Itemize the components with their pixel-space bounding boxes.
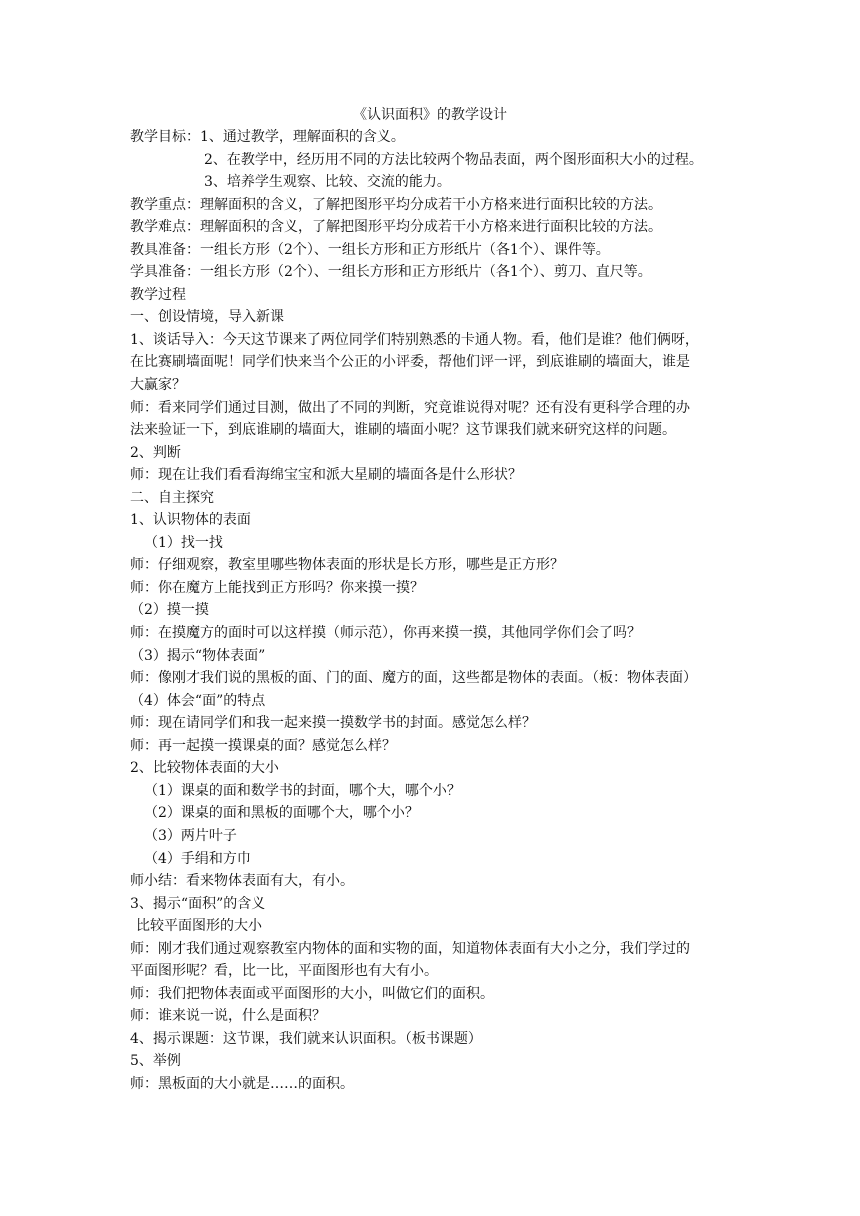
sub-step: （1）找一找 xyxy=(144,534,223,551)
paragraph-line: 师：看来同学们通过目测，做出了不同的判断，究竟谁说得对呢？还有没有更科学合理的办 xyxy=(130,399,690,416)
paragraph-line: 平面图形呢？看，比一比，平面图形也有大有小。 xyxy=(130,963,438,980)
paragraph-line: 师：刚才我们通过观察教室内物体的面和实物的面，知道物体表面有大小之分，我们学过的 xyxy=(130,940,690,957)
section-heading: 3、揭示“面积”的含义 xyxy=(130,895,266,912)
paragraph-line: 师：你在魔方上能找到正方形吗？你来摸一摸？ xyxy=(130,579,424,596)
paragraph-line: 师：现在让我们看看海绵宝宝和派大星刷的墙面各是什么形状？ xyxy=(130,467,522,484)
sub-step: （1）课桌的面和数学书的封面，哪个大，哪个小？ xyxy=(144,782,461,799)
sub-step: （4）体会“面”的特点 xyxy=(130,692,266,709)
section-heading: 二、自主探究 xyxy=(130,489,214,506)
paragraph-line: 师：仔细观察，教室里哪些物体表面的形状是长方形，哪些是正方形？ xyxy=(130,557,564,574)
sub-step: （2）摸一摸 xyxy=(130,602,209,619)
section-heading: 一、创设情境，导入新课 xyxy=(130,309,284,326)
section-heading: 2、判断 xyxy=(130,444,181,461)
paragraph-line: 法来验证一下，到底谁刷的墙面大，谁刷的墙面小呢？这节课我们就来研究这样的问题。 xyxy=(130,422,676,439)
paragraph-line: 师：在摸魔方的面时可以这样摸（师示范），你再来摸一摸，其他同学你们会了吗？ xyxy=(130,625,641,642)
paragraph-line: 在比赛刷墙面呢！同学们快来当个公正的小评委，帮他们评一评，到底谁刷的墙面大，谁是 xyxy=(130,354,690,371)
teaching-goal-1: 教学目标：1、通过教学，理解面积的含义。 xyxy=(130,129,405,145)
learning-aids: 学具准备：一组长方形（2个）、一组长方形和正方形纸片（各1个）、剪刀、直尺等。 xyxy=(130,264,652,281)
document-body xyxy=(130,126,736,1096)
sub-step: （4）手绢和方巾 xyxy=(144,850,251,867)
paragraph-line: 师：谁来说一说，什么是面积？ xyxy=(130,1008,326,1025)
paragraph-line: 1、谈话导入：今天这节课来了两位同学们特别熟悉的卡通人物。看，他们是谁？他们俩呀， xyxy=(130,331,699,348)
sub-step: 比较平面图形的大小 xyxy=(136,918,262,935)
teaching-goal-2: 2、在教学中，经历用不同的方法比较两个物品表面，两个图形面积大小的过程。 xyxy=(204,151,703,168)
paragraph-line: 师：我们把物体表面或平面图形的大小，叫做它们的面积。 xyxy=(130,985,494,1002)
paragraph-line: 师：黑板面的大小就是……的面积。 xyxy=(130,1075,354,1092)
section-heading: 2、比较物体表面的大小 xyxy=(130,760,279,777)
paragraph-line: 师：像刚才我们说的黑板的面、门的面、魔方的面，这些都是物体的表面。（板：物体表面） xyxy=(130,670,697,687)
document-title: 《认识面积》的教学设计 xyxy=(353,107,507,123)
paragraph-line: 4、揭示课题：这节课，我们就来认识面积。（板书课题） xyxy=(130,1030,482,1047)
sub-step: （3）揭示“物体表面” xyxy=(130,647,266,664)
paragraph-line: 师小结：看来物体表面有大，有小。 xyxy=(130,873,354,890)
section-heading: 教学过程 xyxy=(130,286,186,303)
teaching-aids: 教具准备：一组长方形（2个）、一组长方形和正方形纸片（各1个）、课件等。 xyxy=(130,241,610,258)
sub-step: （3）两片叶子 xyxy=(144,827,237,844)
section-heading: 5、举例 xyxy=(130,1053,181,1070)
paragraph-line: 师：现在请同学们和我一起来摸一摸数学书的封面。感觉怎么样？ xyxy=(130,715,536,732)
paragraph-line: 大赢家？ xyxy=(130,377,186,394)
paragraph-line: 师：再一起摸一摸课桌的面？感觉怎么样？ xyxy=(130,737,396,754)
teaching-goal-3: 3、培养学生观察、比较、交流的能力。 xyxy=(204,174,451,191)
difficult-point: 教学难点：理解面积的含义，了解把图形平均分成若干小方格来进行面积比较的方法。 xyxy=(130,219,662,236)
section-heading: 1、认识物体的表面 xyxy=(130,512,251,529)
key-point: 教学重点：理解面积的含义，了解把图形平均分成若干小方格来进行面积比较的方法。 xyxy=(130,196,662,213)
sub-step: （2）课桌的面和黑板的面哪个大，哪个小？ xyxy=(144,805,419,822)
